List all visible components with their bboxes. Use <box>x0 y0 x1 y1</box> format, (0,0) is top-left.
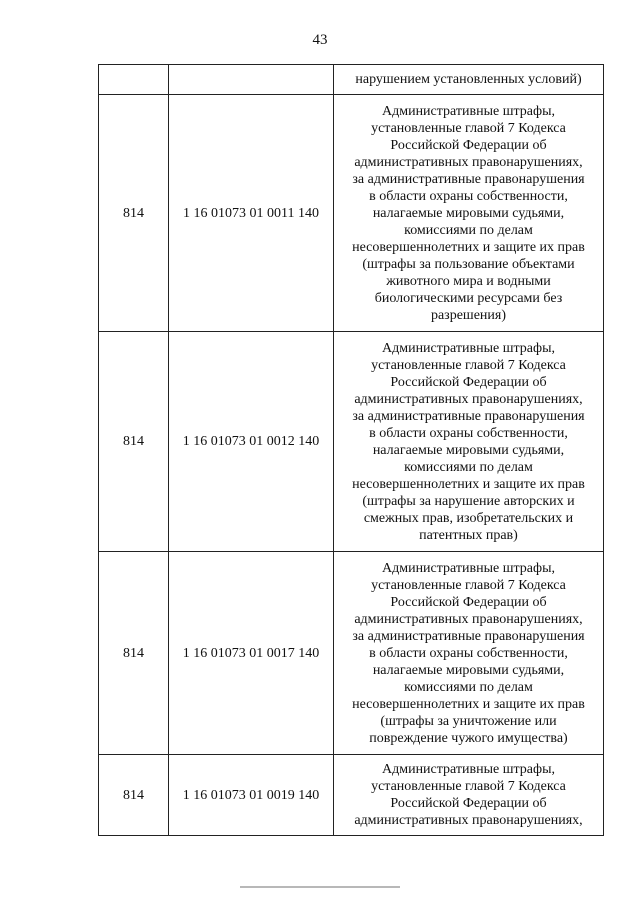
budget-codes-table <box>98 64 604 836</box>
table-row <box>99 755 604 836</box>
description-text: Административные штрафы, установленные главой 7 Кодекса Российской Федерации об административных правонарушениях, <box>354 762 583 828</box>
description-cell <box>334 95 604 332</box>
description-text: Административные штрафы, установленные главой 7 Кодекса Российской Федерации об административных правонарушениях, за административные правонарушения в области охраны собственности, налагаемые мировыми судьями, комиссиями по делам несовершеннолетних и защите их прав (штрафы за нарушение авторских и смежных прав, изобретательских и патентных прав) <box>352 340 585 543</box>
description-text: Административные штрафы, установленные главой 7 Кодекса Российской Федерации об административных правонарушениях, за административные правонарушения в области охраны собственности, налагаемые мировыми судьями, комиссиями по делам несовершеннолетних и защите их прав (штрафы за уничтожение или повреждение чужого имущества) <box>352 560 585 746</box>
table-row <box>99 332 604 552</box>
scan-edge-mark <box>240 886 400 888</box>
table-row <box>99 552 604 755</box>
description-cell <box>334 552 604 755</box>
kbk-code-cell: 1 16 01073 01 0011 140 <box>169 95 334 332</box>
kbk-code-cell: 1 16 01073 01 0017 140 <box>169 552 334 755</box>
kbk-code-cell: 1 16 01073 01 0019 140 <box>169 755 334 836</box>
description-cell <box>334 755 604 836</box>
page-number: 43 <box>312 32 328 48</box>
kbk-code-cell <box>169 65 334 95</box>
admin-code-cell: 814 <box>99 552 169 755</box>
description-text: Административные штрафы, установленные главой 7 Кодекса Российской Федерации об административных правонарушениях, за административные правонарушения в области охраны собственности, налагаемые мировыми судьями, комиссиями по делам несовершеннолетних и защите их прав (штрафы за пользование объектами животного мира и водными биологическими ресурсами без разрешения) <box>352 103 585 323</box>
admin-code-cell: 814 <box>99 755 169 836</box>
description-cell <box>334 65 604 95</box>
admin-code-cell: 814 <box>99 332 169 552</box>
kbk-code-cell: 1 16 01073 01 0012 140 <box>169 332 334 552</box>
admin-code-cell: 814 <box>99 95 169 332</box>
description-text: нарушением установленных условий) <box>355 72 582 87</box>
table-row <box>99 95 604 332</box>
admin-code-cell <box>99 65 169 95</box>
table-row-continuation <box>99 65 604 95</box>
description-cell <box>334 332 604 552</box>
